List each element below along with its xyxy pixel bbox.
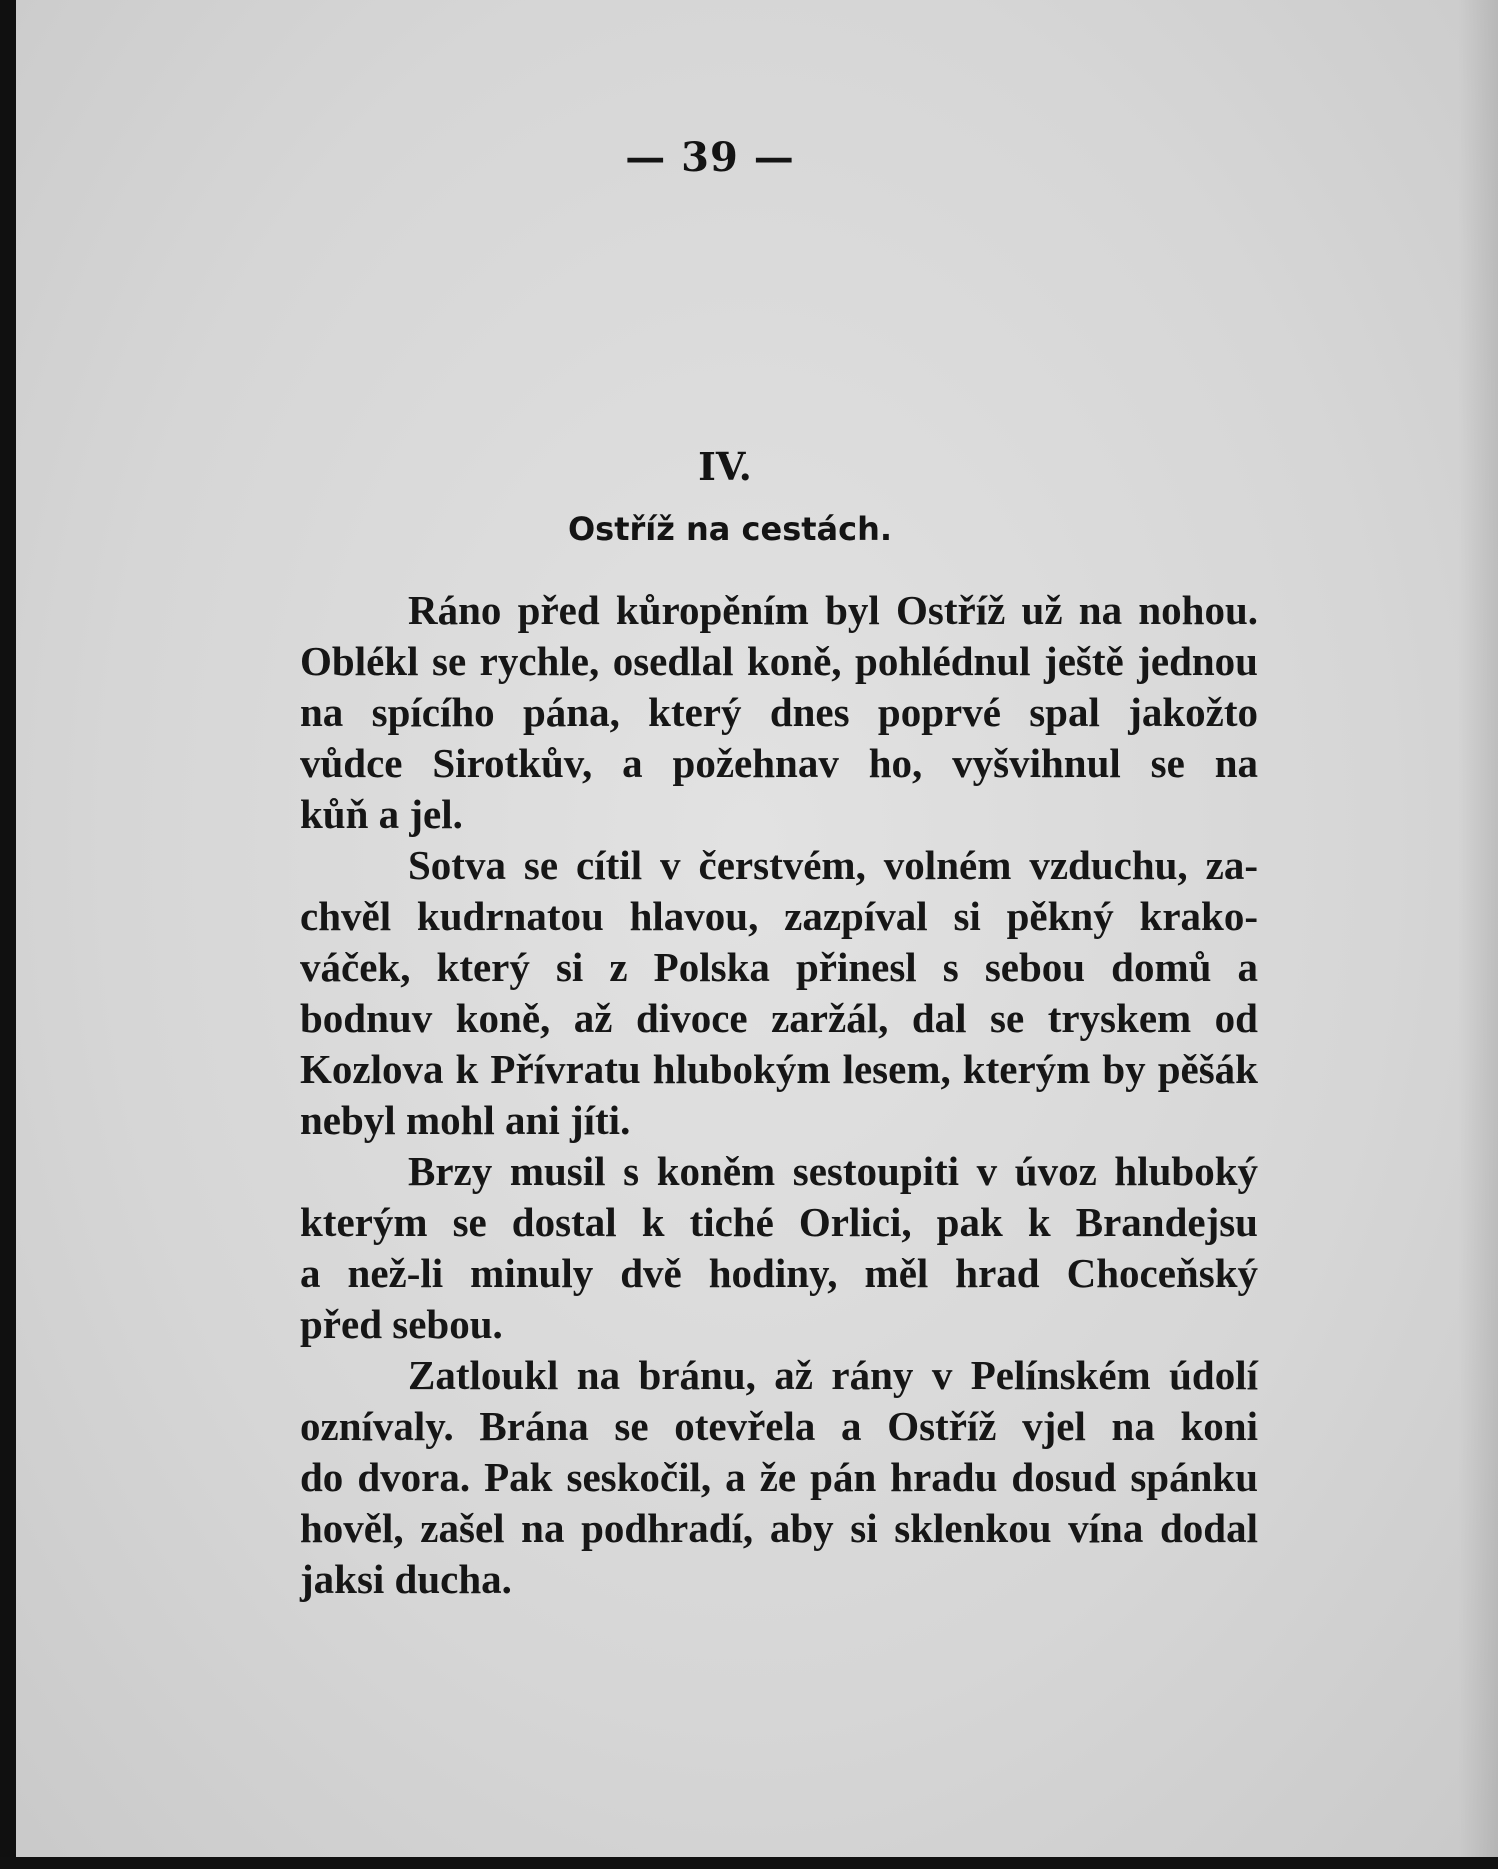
chapter-number: IV. (698, 444, 752, 489)
text-line: bodnuv koně, až divoce zaržál, dal se tryskem od (300, 995, 1258, 1041)
paragraph-4 (192, 1350, 1258, 1605)
page-number: — 39 — (625, 134, 795, 181)
body-text (192, 585, 1258, 1605)
text-line: Ráno před kůropěním byl Ostříž už na nohou. (408, 587, 1258, 633)
page-right-shadow (1458, 0, 1498, 1869)
text-line: před sebou. (300, 1301, 503, 1347)
text-line: na spícího pána, který dnes poprvé spal jakožto (300, 689, 1258, 735)
text-line: Brzy musil s koněm sestoupiti v úvoz hluboký (408, 1148, 1258, 1194)
text-line: chvěl kudrnatou hlavou, zazpíval si pěkný krako- (300, 893, 1258, 939)
text-line: váček, který si z Polska přinesl s sebou domů a (300, 944, 1258, 990)
text-line: hověl, zašel na podhradí, aby si sklenkou vína dodal (300, 1505, 1258, 1551)
text-line: Zatloukl na bránu, až rány v Pelínském údolí (408, 1352, 1258, 1398)
text-line: jaksi ducha. (300, 1556, 512, 1602)
text-line: kterým se dostal k tiché Orlici, pak k Brandejsu (300, 1199, 1258, 1245)
text-line: a než-li minuly dvě hodiny, měl hrad Choceňský (300, 1250, 1258, 1296)
text-line: Kozlova k Přívratu hlubokým lesem, kterým by pěšák (300, 1046, 1258, 1092)
page-left-border (0, 0, 16, 1869)
text-line: Oblékl se rychle, osedlal koně, pohlédnul ještě jednou (300, 638, 1258, 684)
text-line: oznívaly. Brána se otevřela a Ostříž vjel na koni (300, 1403, 1258, 1449)
text-line: vůdce Sirotkův, a požehnav ho, vyšvihnul se na (300, 740, 1258, 786)
text-line: kůň a jel. (300, 791, 463, 837)
paragraph-3 (192, 1146, 1258, 1350)
paragraph-1 (192, 585, 1258, 840)
paragraph-2 (192, 840, 1258, 1146)
chapter-title: Ostříž na cestách. (567, 510, 893, 548)
text-line: nebyl mohl ani jíti. (300, 1097, 631, 1143)
text-line: do dvora. Pak seskočil, a že pán hradu dosud spánku (300, 1454, 1258, 1500)
text-line: Sotva se cítil v čerstvém, volném vzduchu, za- (408, 842, 1258, 888)
page-bottom-border (0, 1857, 1498, 1869)
